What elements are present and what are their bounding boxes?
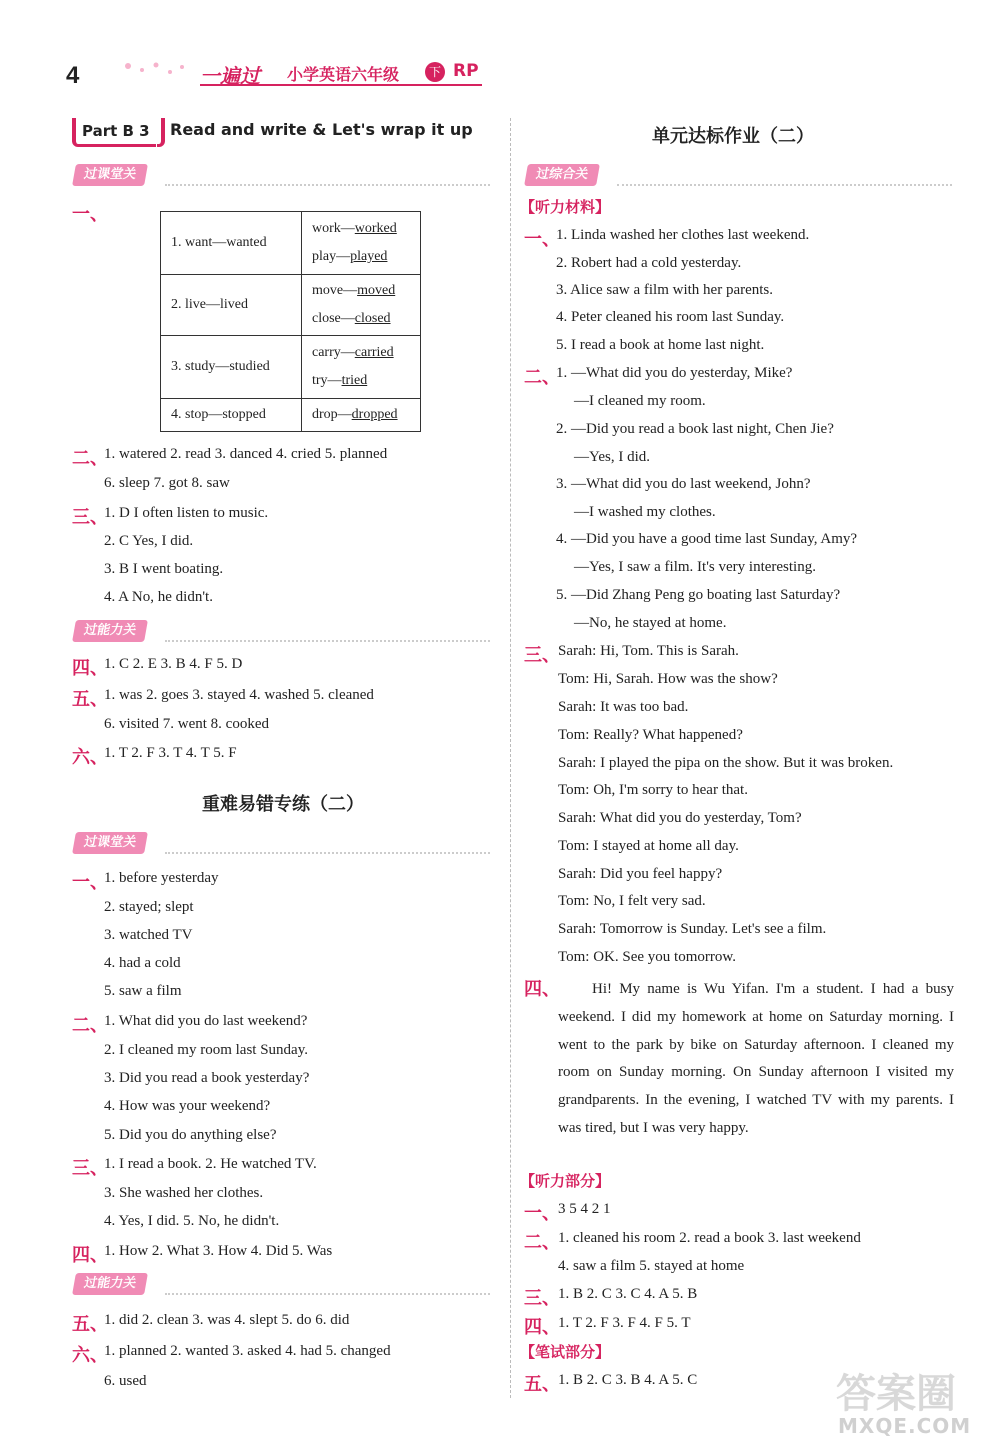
badge-class-level: 过课堂关 (72, 164, 148, 186)
answer-line: 4. A No, he didn't. (104, 589, 213, 605)
answer-line: 5. Did you do anything else? (104, 1127, 277, 1143)
answer-line: 3. She washed her clothes. (104, 1185, 264, 1201)
table-cell-base: 3. study—studied (161, 336, 302, 399)
header-volume-badge: 下 (425, 62, 445, 82)
header-series: 一遍过 (200, 64, 260, 88)
b6-label: 六、 (72, 1345, 108, 1366)
dialogue-line: Sarah: It was too bad. (558, 699, 689, 715)
script-line: —I cleaned my room. (574, 393, 706, 409)
script-line: —Yes, I did. (574, 449, 650, 465)
table-cell-base: 2. live—lived (161, 275, 302, 336)
script-line: 4. —Did you have a good time last Sunday, Amy? (556, 531, 858, 547)
answer-line: 4. How was your weekend? (104, 1098, 271, 1114)
answer-line: 1. C 2. E 3. B 4. F 5. D (104, 656, 243, 672)
a1-label: 一、 (524, 1203, 560, 1224)
dialogue-line: Sarah: Tomorrow is Sunday. Let's see a film. (558, 921, 827, 937)
answer-line: 1. planned 2. wanted 3. asked 4. had 5. changed (104, 1343, 391, 1359)
script-line: 4. Peter cleaned his room last Sunday. (556, 309, 785, 325)
header-dots-icon (118, 58, 188, 80)
answer-line: 4. saw a film 5. stayed at home (558, 1258, 745, 1274)
answer-line: 2. C Yes, I did. (104, 533, 194, 549)
dotted-rule (617, 184, 952, 186)
r1-label: 一、 (524, 229, 560, 250)
section-6-label: 六、 (72, 747, 108, 768)
b4-label: 四、 (72, 1245, 108, 1266)
dialogue-line: Tom: Really? What happened? (558, 727, 743, 743)
b5-label: 五、 (72, 1314, 108, 1335)
badge-class-level: 过课堂关 (72, 832, 148, 854)
answer-line: 6. sleep 7. got 8. saw (104, 475, 230, 491)
answer-line: 1. T 2. F 3. T 4. T 5. F (104, 745, 237, 761)
answer-line: 6. visited 7. went 8. cooked (104, 716, 269, 732)
answer-line: 1. did 2. clean 3. was 4. slept 5. do 6. did (104, 1312, 350, 1328)
a4-label: 四、 (524, 1317, 560, 1338)
listening-part-heading: 【听力部分】 (520, 1172, 611, 1190)
table-pair: try—tried (312, 373, 368, 388)
table-row (161, 399, 421, 432)
answer-line: 1. cleaned his room 2. read a book 3. last weekend (558, 1230, 861, 1246)
answer-line: 3 5 4 2 1 (558, 1201, 611, 1217)
dialogue-line: Tom: Oh, I'm sorry to hear that. (558, 782, 748, 798)
header-subject: 小学英语六年级 (287, 65, 400, 84)
b3-label: 三、 (72, 1158, 108, 1179)
dialogue-line: Sarah: I played the pipa on the show. But it was broken. (558, 755, 894, 771)
answer-line: 3. watched TV (104, 927, 193, 943)
dotted-rule (165, 852, 490, 854)
section-5-label: 五、 (72, 689, 108, 710)
badge-ability-level: 过能力关 (72, 1273, 148, 1295)
answer-line: 1. How 2. What 3. How 4. Did 5. Was (104, 1243, 333, 1259)
part-tag (72, 118, 156, 147)
answer-line: 3. Did you read a book yesterday? (104, 1070, 310, 1086)
part-title: Read and write & Let's wrap it up (170, 120, 473, 139)
script-line: 3. Alice saw a film with her parents. (556, 282, 774, 298)
answer-line: 1. before yesterday (104, 870, 219, 886)
table-pair: drop—dropped (312, 407, 398, 422)
b1-label: 一、 (72, 872, 108, 893)
answer-line: 2. I cleaned my room last Sunday. (104, 1042, 308, 1058)
answer-line: 4. had a cold (104, 955, 181, 971)
badge-comprehensive-level: 过综合关 (524, 164, 600, 186)
answer-line: 1. T 2. F 3. F 4. F 5. T (558, 1315, 691, 1331)
table-pair: play—played (312, 249, 388, 264)
answer-line: 1. I read a book. 2. He watched TV. (104, 1156, 317, 1172)
script-line: —No, he stayed at home. (574, 615, 727, 631)
table-cell-base: 4. stop—stopped (161, 399, 302, 432)
verb-table (160, 211, 421, 432)
dotted-rule (165, 184, 490, 186)
answer-line: 1. What did you do last weekend? (104, 1013, 308, 1029)
section-1-label: 一、 (72, 204, 108, 225)
dialogue-line: Tom: I stayed at home all day. (558, 838, 739, 854)
a5-label: 五、 (524, 1374, 560, 1395)
script-line: —I washed my clothes. (574, 504, 716, 520)
section-2-label: 二、 (72, 448, 108, 469)
section-title-difficult: 重难易错专练（二） (202, 794, 364, 815)
dialogue-line: Tom: OK. See you tomorrow. (558, 949, 736, 965)
header-rule (200, 84, 482, 86)
table-pair: move—moved (312, 283, 396, 298)
page-number: 4 (66, 62, 80, 89)
column-divider (510, 118, 511, 1398)
script-line: 3. —What did you do last weekend, John? (556, 476, 811, 492)
table-row (161, 336, 421, 399)
table-row (161, 275, 421, 336)
dialogue-line: Sarah: Did you feel happy? (558, 866, 723, 882)
right-title: 单元达标作业（二） (652, 126, 814, 147)
script-line: 5. I read a book at home last night. (556, 337, 765, 353)
table-cell-base: 1. want—wanted (161, 212, 302, 275)
dotted-rule (165, 640, 490, 642)
r2-label: 二、 (524, 367, 560, 388)
answer-line: 1. B 2. C 3. C 4. A 5. B (558, 1286, 698, 1302)
header-edition: RP (453, 61, 479, 81)
written-part-heading: 【笔试部分】 (520, 1343, 611, 1361)
script-line: 1. —What did you do yesterday, Mike? (556, 365, 793, 381)
dialogue-line: Tom: Hi, Sarah. How was the show? (558, 671, 778, 687)
a3-label: 三、 (524, 1288, 560, 1309)
script-line: —Yes, I saw a film. It's very interesting. (574, 559, 816, 575)
dotted-rule (165, 1293, 490, 1295)
script-line: 2. Robert had a cold yesterday. (556, 255, 742, 271)
answer-line: 1. was 2. goes 3. stayed 4. washed 5. cleaned (104, 687, 374, 703)
dialogue-line: Sarah: What did you do yesterday, Tom? (558, 810, 802, 826)
script-line: 1. Linda washed her clothes last weekend. (556, 227, 810, 243)
answer-line: 5. saw a film (104, 983, 182, 999)
a2-label: 二、 (524, 1232, 560, 1253)
table-pair: work—worked (312, 221, 397, 236)
answer-line: 6. used (104, 1373, 147, 1389)
listening-material-heading: 【听力材料】 (520, 198, 611, 216)
answer-line: 1. watered 2. read 3. danced 4. cried 5. planned (104, 446, 388, 462)
answer-line: 1. D I often listen to music. (104, 505, 269, 521)
table-pair: carry—carried (312, 345, 394, 360)
section-4-label: 四、 (72, 658, 108, 679)
answer-line: 1. B 2. C 3. B 4. A 5. C (558, 1372, 698, 1388)
r3-label: 三、 (524, 645, 560, 666)
header-decoration (118, 58, 188, 80)
answer-line: 3. B I went boating. (104, 561, 224, 577)
table-row (161, 212, 421, 275)
dialogue-line: Tom: No, I felt very sad. (558, 893, 706, 909)
part-tag-label: Part B 3 (82, 122, 150, 140)
badge-ability-level: 过能力关 (72, 620, 148, 642)
watermark-url: MXQE.COM (838, 1414, 972, 1438)
r4-label: 四、 (524, 979, 560, 1000)
section-3-label: 三、 (72, 507, 108, 528)
passage-paragraph: Hi! My name is Wu Yifan. I'm a student. I had a busy weekend. I did my homework at home on Saturday morning. I went to the park by bike on Saturday afternoon. I cleaned my room on Sunday morning. On Sunday afternoon I visited my grandparents. In the evening, I watched TV with my parents. I was tired, but I was very happy. (558, 981, 954, 1136)
script-line: 2. —Did you read a book last night, Chen Jie? (556, 421, 834, 437)
table-pair: close—closed (312, 311, 391, 326)
dialogue-line: Sarah: Hi, Tom. This is Sarah. (558, 643, 739, 659)
answer-line: 2. stayed; slept (104, 899, 194, 915)
watermark-cn: 答案圈 (836, 1371, 956, 1417)
script-line: 5. —Did Zhang Peng go boating last Saturday? (556, 587, 841, 603)
part-tag-end (157, 118, 165, 147)
answer-line: 4. Yes, I did. 5. No, he didn't. (104, 1213, 280, 1229)
b2-label: 二、 (72, 1015, 108, 1036)
